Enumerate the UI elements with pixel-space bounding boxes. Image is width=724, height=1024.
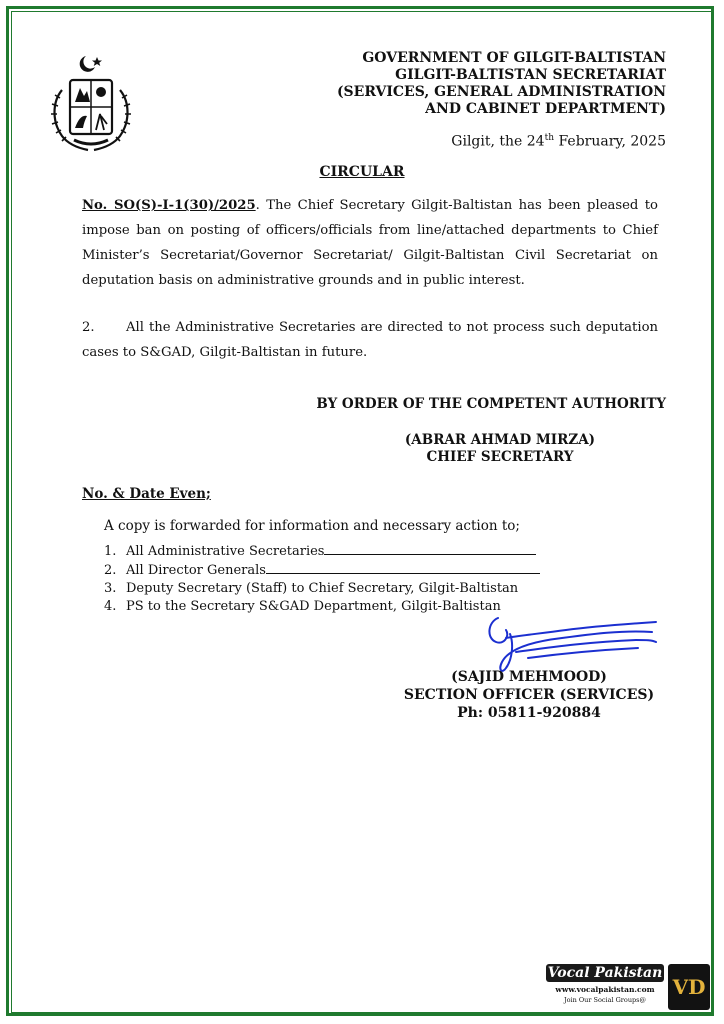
list-item [104,542,540,561]
list-item [104,598,540,616]
order-line: BY ORDER OF THE COMPETENT AUTHORITY [316,396,666,412]
date-prefix: Gilgit, the 24 [451,133,545,150]
page-border-inner [11,11,713,1013]
document-title: CIRCULAR [319,164,405,180]
list-item-text: Deputy Secretary (Staff) to Chief Secretary, Gilgit-Baltistan [126,581,519,596]
issue-date [451,133,666,150]
fill-line [324,542,536,555]
paragraph-1 [82,193,658,293]
section-officer-block [394,668,664,722]
svg-text:VD: VD [672,975,706,999]
paragraph-2 [82,315,658,365]
list-item [104,561,540,580]
watermark-url: www.vocalpakistan.com [555,985,655,994]
chief-secretary-name: (ABRAR AHMAD MIRZA) [404,432,596,448]
list-item-number: 4. [104,599,117,614]
watermark-logo-icon [668,964,710,1010]
list-item-number: 2. [104,563,117,578]
list-item-text: All Administrative Secretaries [126,544,325,559]
letterhead-line-2: GILGIT-BALTISTAN SECRETARIAT [395,67,666,83]
section-officer-name: (SAJID MEHMOOD) [451,669,607,685]
watermark-title: Vocal Pakistan [547,965,663,981]
letterhead-line-3: (SERVICES, GENERAL ADMINISTRATION [336,84,666,100]
distribution-list [104,542,540,616]
paragraph-1-text: . The Chief Secretary Gilgit-Baltistan has been pleased to impose ban on posting of officers/officials from line/attached departments to Chief Minister’s Secretariat/Governor Secretariat/ Gilgit-Baltistan Civil Secretariat on deputation basis on administrative grounds and in public interest. [82,198,658,288]
fill-line [266,561,540,574]
date-suffix: February, 2025 [554,133,666,150]
paragraph-2-text: All the Administrative Secretaries are directed to not process such deputation cases to S&GAD, Gilgit-Baltistan in future. [82,320,658,360]
paragraph-2-number: 2. [82,320,95,335]
section-officer-phone: Ph: 05811-920884 [457,705,601,721]
distribution-heading: No. & Date Even; [82,486,211,502]
letterhead [337,50,666,118]
watermark [546,964,712,1014]
list-item-text: All Director Generals [126,563,266,578]
list-item [104,580,540,598]
government-emblem-icon [48,50,134,156]
list-item-text: PS to the Secretary S&GAD Department, Gilgit-Baltistan [126,599,501,614]
chief-secretary-block [400,432,600,466]
letterhead-line-1: GOVERNMENT OF GILGIT-BALTISTAN [362,50,666,66]
distribution-intro: A copy is forwarded for information and necessary action to; [104,518,520,534]
chief-secretary-title: CHIEF SECRETARY [426,449,574,465]
date-ordinal: th [544,133,555,143]
reference-number: No. SO(S)-I-1(30)/2025 [82,198,256,213]
letterhead-line-4: AND CABINET DEPARTMENT) [425,101,666,117]
watermark-join: Join Our Social Groups@ [563,996,647,1004]
section-officer-title: SECTION OFFICER (SERVICES) [403,687,655,703]
list-item-number: 1. [104,544,117,559]
list-item-number: 3. [104,581,117,596]
